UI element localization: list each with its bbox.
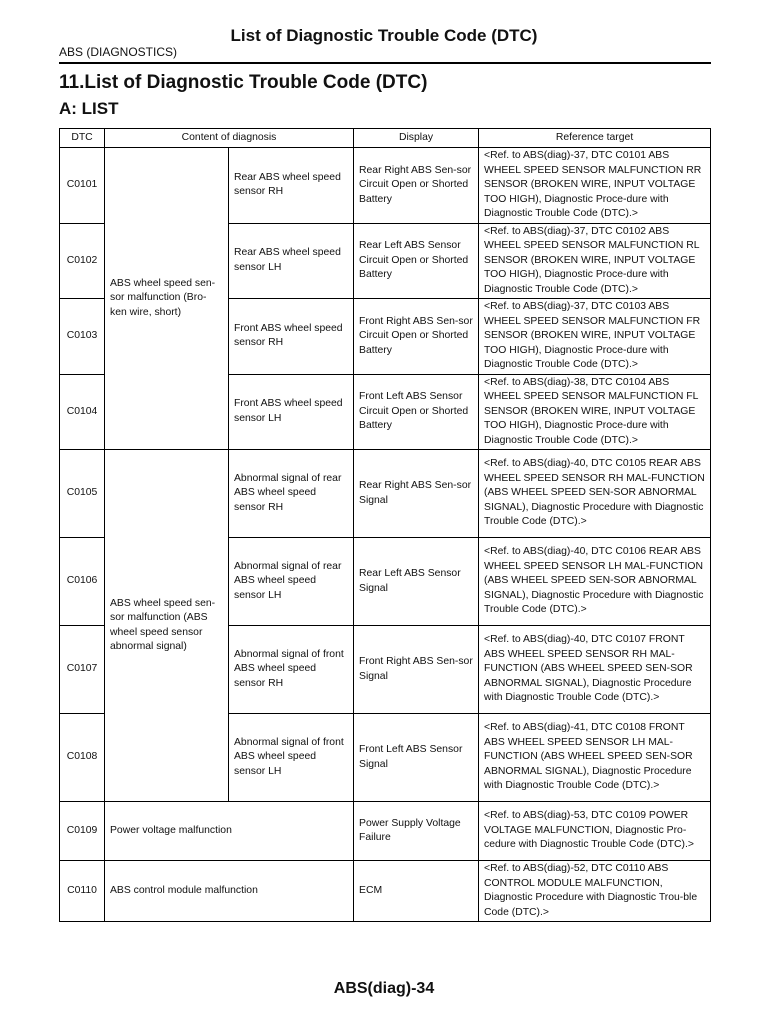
dtc-code: C0110 xyxy=(60,861,105,922)
page-title: 11.List of Diagnostic Trouble Code (DTC) xyxy=(59,72,428,93)
reference-target: <Ref. to ABS(diag)-37, DTC C0103 ABS WHEEL SPEED SENSOR MALFUNCTION FR SENSOR (BROKEN WIRE, INPUT VOLTAGE TOO HIGH), Diagnostic Proce-dure with Diagnostic Trouble Code (DTC).> xyxy=(479,299,711,375)
diagnosis-detail: Front ABS wheel speed sensor LH xyxy=(229,374,354,450)
display-text: Rear Right ABS Sen-sor Signal xyxy=(354,450,479,538)
diagnosis-content: ABS control module malfunction xyxy=(105,861,354,922)
column-header-content: Content of diagnosis xyxy=(105,129,354,148)
reference-target: <Ref. to ABS(diag)-37, DTC C0101 ABS WHEEL SPEED SENSOR MALFUNCTION RR SENSOR (BROKEN WIRE, INPUT VOLTAGE TOO HIGH), Diagnostic Proce-dure with Diagnostic Trouble Code (DTC).> xyxy=(479,148,711,224)
dtc-code: C0103 xyxy=(60,299,105,375)
display-text: Front Right ABS Sen-sor Signal xyxy=(354,626,479,714)
diagnosis-detail: Abnormal signal of rear ABS wheel speed sensor LH xyxy=(229,538,354,626)
display-text: Front Left ABS Sensor Signal xyxy=(354,714,479,802)
dtc-code: C0107 xyxy=(60,626,105,714)
display-text: Front Left ABS Sensor Circuit Open or Shorted Battery xyxy=(354,374,479,450)
diagnosis-detail: Front ABS wheel speed sensor RH xyxy=(229,299,354,375)
section-label: ABS (DIAGNOSTICS) xyxy=(59,45,178,59)
reference-target: <Ref. to ABS(diag)-53, DTC C0109 POWER VOLTAGE MALFUNCTION, Diagnostic Pro-cedure with Diagnostic Trouble Code (DTC).> xyxy=(479,802,711,861)
table-header-row xyxy=(60,129,711,148)
dtc-code: C0104 xyxy=(60,374,105,450)
display-text: Power Supply Voltage Failure xyxy=(354,802,479,861)
reference-target: <Ref. to ABS(diag)-38, DTC C0104 ABS WHEEL SPEED SENSOR MALFUNCTION FL SENSOR (BROKEN WIRE, INPUT VOLTAGE TOO HIGH), Diagnostic Proce-dure with Diagnostic Trouble Code (DTC).> xyxy=(479,374,711,450)
diagnosis-detail: Abnormal signal of front ABS wheel speed sensor LH xyxy=(229,714,354,802)
reference-target: <Ref. to ABS(diag)-41, DTC C0108 FRONT ABS WHEEL SPEED SENSOR LH MAL-FUNCTION (ABS WHEEL SPEED SEN-SOR ABNORMAL SIGNAL), Diagnostic Procedure with Diagnostic Trouble Code (DTC).> xyxy=(479,714,711,802)
table-row xyxy=(60,802,711,861)
dtc-table xyxy=(59,128,711,922)
reference-target: <Ref. to ABS(diag)-40, DTC C0106 REAR ABS WHEEL SPEED SENSOR LH MAL-FUNCTION (ABS WHEEL SPEED SEN-SOR ABNORMAL SIGNAL), Diagnostic Procedure with Diagnostic Trouble Code (DTC).> xyxy=(479,538,711,626)
reference-target: <Ref. to ABS(diag)-52, DTC C0110 ABS CONTROL MODULE MALFUNCTION, Diagnostic Procedure with Diagnostic Trou-ble Code (DTC).> xyxy=(479,861,711,922)
diagnosis-content: Power voltage malfunction xyxy=(105,802,354,861)
dtc-code: C0108 xyxy=(60,714,105,802)
column-header-reference: Reference target xyxy=(479,129,711,148)
page-number: ABS(diag)-34 xyxy=(333,980,435,997)
diagnosis-detail: Rear ABS wheel speed sensor RH xyxy=(229,148,354,224)
display-text: Rear Left ABS Sensor Signal xyxy=(354,538,479,626)
diagnosis-group: ABS wheel speed sen-sor malfunction (Bro-ken wire, short) xyxy=(105,148,229,450)
column-header-display: Display xyxy=(354,129,479,148)
dtc-code: C0109 xyxy=(60,802,105,861)
diagnosis-detail: Abnormal signal of front ABS wheel speed sensor RH xyxy=(229,626,354,714)
column-header-dtc: DTC xyxy=(60,129,105,148)
display-text: Front Right ABS Sen-sor Circuit Open or Shorted Battery xyxy=(354,299,479,375)
display-text: Rear Left ABS Sensor Circuit Open or Shorted Battery xyxy=(354,223,479,299)
dtc-code: C0106 xyxy=(60,538,105,626)
dtc-code: C0101 xyxy=(60,148,105,224)
header-rule xyxy=(59,62,711,64)
dtc-code: C0102 xyxy=(60,223,105,299)
list-subtitle: A: LIST xyxy=(59,99,119,118)
reference-target: <Ref. to ABS(diag)-40, DTC C0107 FRONT ABS WHEEL SPEED SENSOR RH MAL-FUNCTION (ABS WHEEL SPEED SEN-SOR ABNORMAL SIGNAL), Diagnostic Procedure with Diagnostic Trouble Code (DTC).> xyxy=(479,626,711,714)
table-row xyxy=(60,861,711,922)
diagnosis-detail: Rear ABS wheel speed sensor LH xyxy=(229,223,354,299)
table-row xyxy=(60,148,711,224)
dtc-code: C0105 xyxy=(60,450,105,538)
diagnosis-detail: Abnormal signal of rear ABS wheel speed sensor RH xyxy=(229,450,354,538)
diagnosis-group: ABS wheel speed sen-sor malfunction (ABS wheel speed sensor abnormal signal) xyxy=(105,450,229,802)
reference-target: <Ref. to ABS(diag)-40, DTC C0105 REAR ABS WHEEL SPEED SENSOR RH MAL-FUNCTION (ABS WHEEL SPEED SEN-SOR ABNORMAL SIGNAL), Diagnostic Procedure with Diagnostic Trouble Code (DTC).> xyxy=(479,450,711,538)
table-row xyxy=(60,450,711,538)
display-text: ECM xyxy=(354,861,479,922)
display-text: Rear Right ABS Sen-sor Circuit Open or Shorted Battery xyxy=(354,148,479,224)
header-title: List of Diagnostic Trouble Code (DTC) xyxy=(230,26,538,45)
reference-target: <Ref. to ABS(diag)-37, DTC C0102 ABS WHEEL SPEED SENSOR MALFUNCTION RL SENSOR (BROKEN WIRE, INPUT VOLTAGE TOO HIGH), Diagnostic Proce-dure with Diagnostic Trouble Code (DTC).> xyxy=(479,223,711,299)
